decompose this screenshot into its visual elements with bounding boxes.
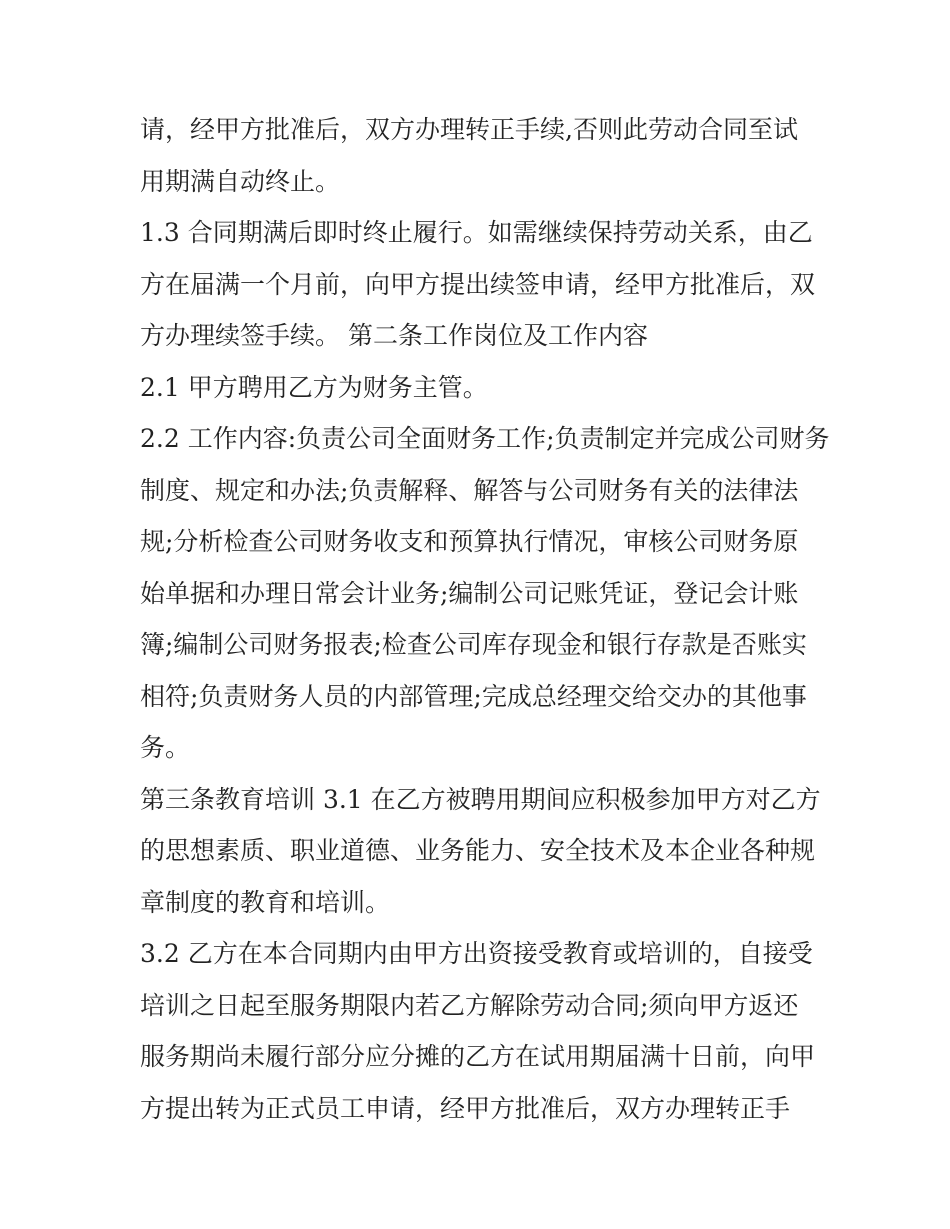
text-line: 方办理续签手续。 第二条工作岗位及工作内容 xyxy=(140,321,648,350)
text-line: 章制度的教育和培训。 xyxy=(140,887,391,917)
text-line: 始单据和办理日常会计业务;编制公司记账凭证，登记会计账 xyxy=(140,578,799,608)
text-line: 请，经甲方批准后，双方办理转正手续,否则此劳动合同至试 xyxy=(140,115,798,144)
text-line: 相符;负责财务人员的内部管理;完成总经理交给交办的其他事 xyxy=(140,681,807,711)
text-line: 务。 xyxy=(140,733,191,762)
contract-body-text xyxy=(140,104,830,1134)
text-line: 2.1 甲方聘用乙方为财务主管。 xyxy=(140,372,488,402)
text-line: 规;分析检查公司财务收支和预算执行情况，审核公司财务原 xyxy=(140,527,799,556)
text-line: 方提出转为正式员工申请，经甲方批准后，双方办理转正手 xyxy=(140,1093,791,1123)
text-line: 1.3 合同期满后即时终止履行。如需继续保持劳动关系，由乙 xyxy=(140,218,813,247)
text-line: 2.2 工作内容:负责公司全面财务工作;负责制定并完成公司财务 xyxy=(140,424,830,453)
text-line: 制度、规定和办法;负责解释、解答与公司财务有关的法律法 xyxy=(140,475,799,505)
text-line: 第三条教育培训 3.1 在乙方被聘用期间应积极参加甲方对乙方 xyxy=(140,784,821,814)
text-line: 方在届满一个月前，向甲方提出续签申请，经甲方批准后，双 xyxy=(140,269,816,299)
text-line: 服务期尚未履行部分应分摊的乙方在试用期届满十日前，向甲 xyxy=(140,1042,816,1071)
text-line: 3.2 乙方在本合同期内由甲方出资接受教育或培训的，自接受 xyxy=(140,939,813,968)
text-line: 培训之日起至服务期限内若乙方解除劳动合同;须向甲方返还 xyxy=(140,990,799,1020)
text-line: 的思想素质、职业道德、业务能力、安全技术及本企业各种规 xyxy=(140,836,816,865)
text-line: 用期满自动终止。 xyxy=(140,166,341,196)
text-line: 簿;编制公司财务报表;检查公司库存现金和银行存款是否账实 xyxy=(140,630,807,659)
